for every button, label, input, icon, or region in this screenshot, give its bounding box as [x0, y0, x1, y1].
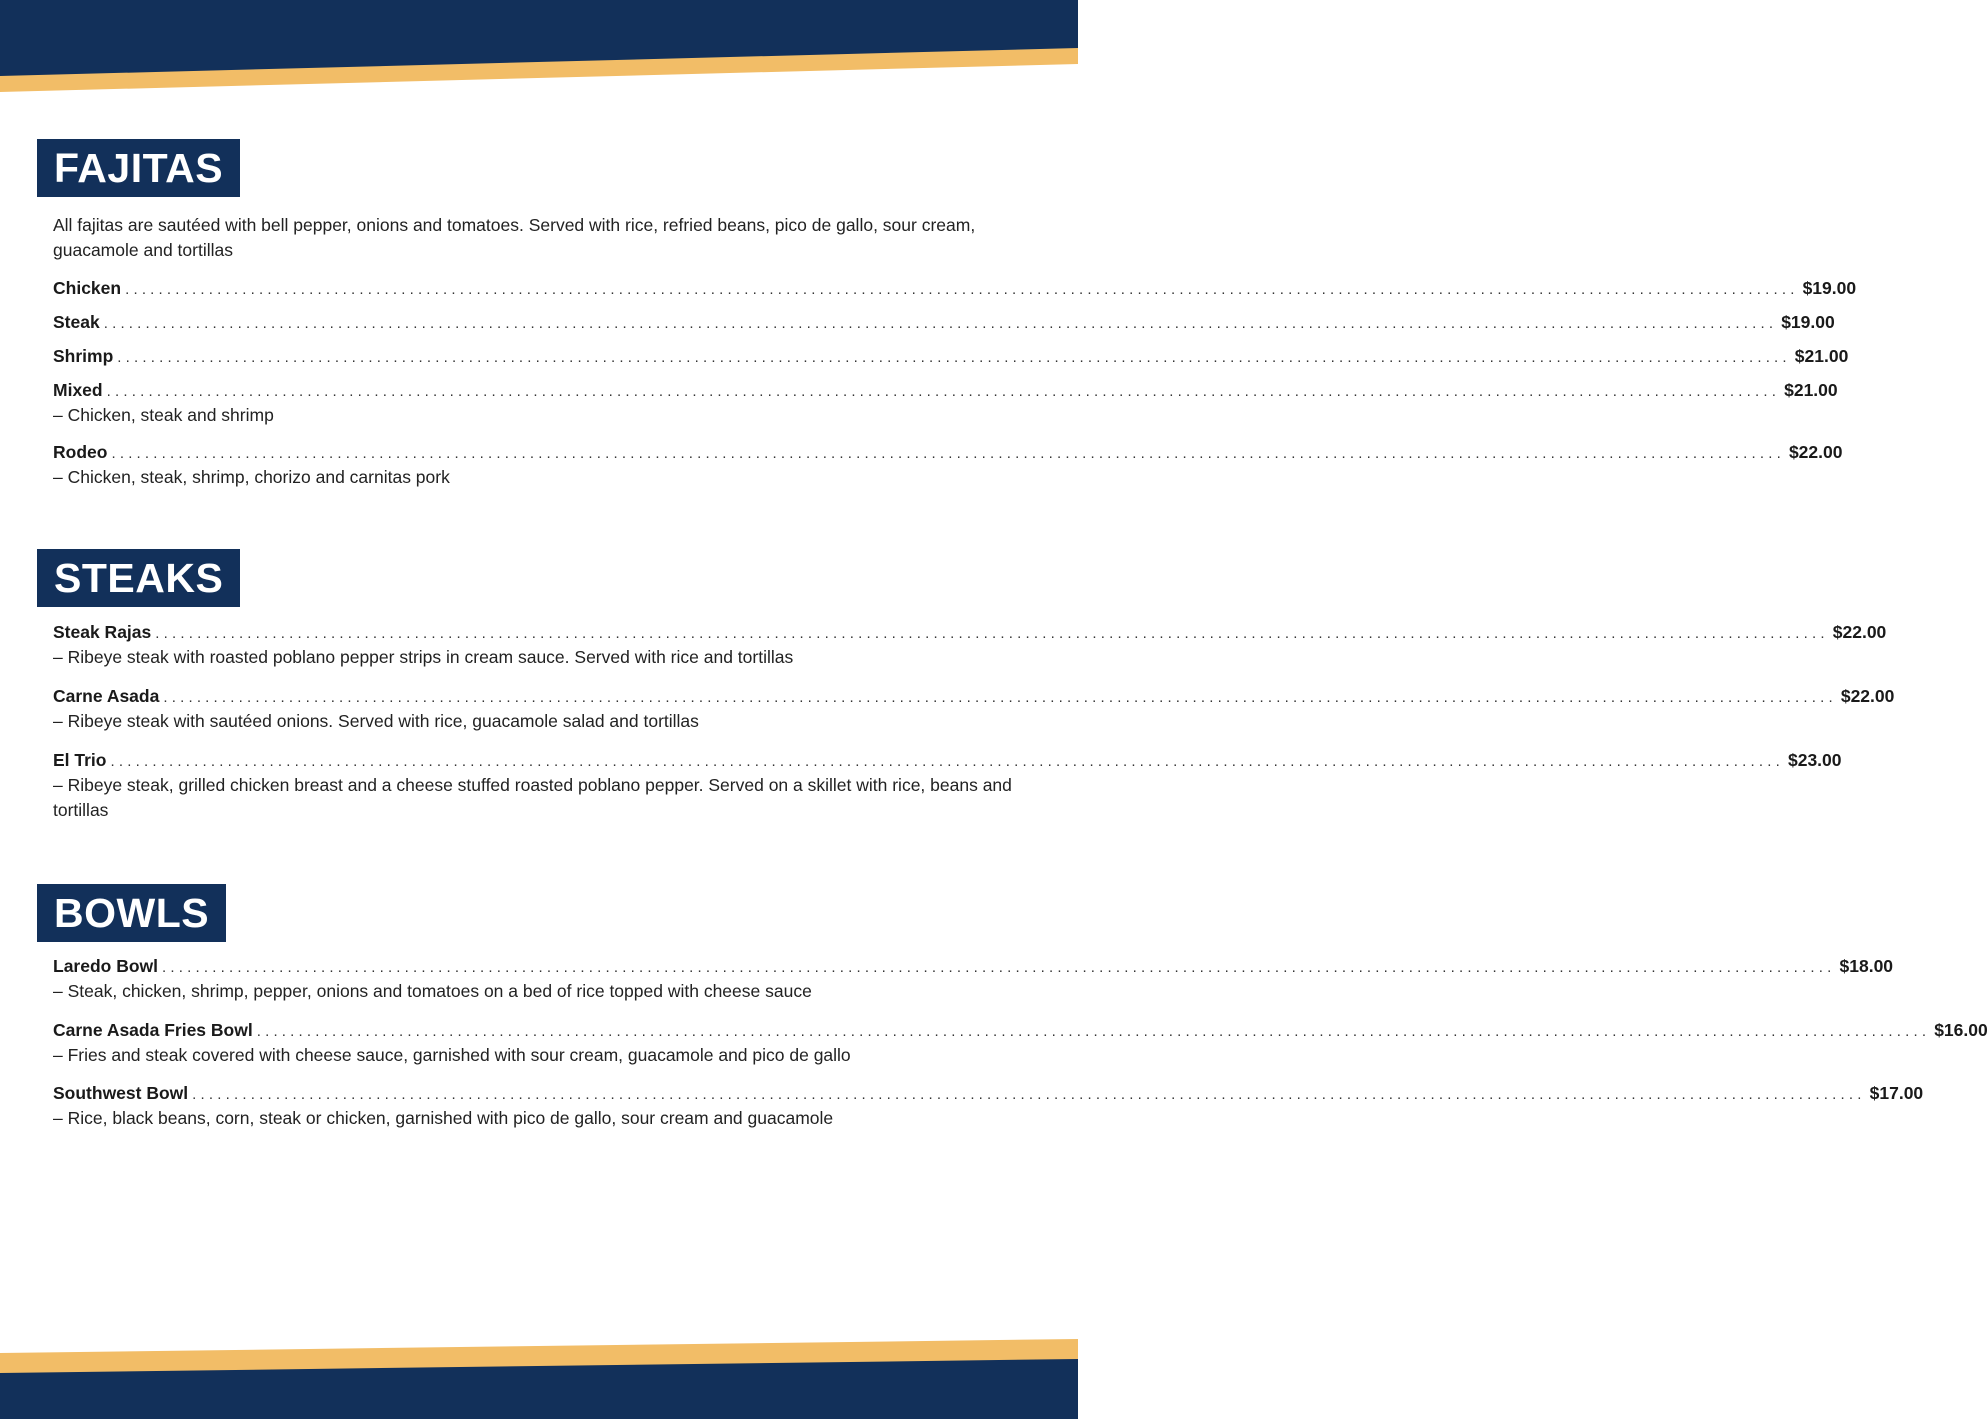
dot-leader: ........................................................................................................................................................................................................	[111, 445, 1785, 462]
item-price: $22.00	[1788, 442, 1843, 462]
dot-leader: ........................................................................................................................................................................................................	[162, 959, 1836, 976]
dot-leader: ........................................................................................................................................................................................................	[110, 753, 1784, 770]
item-list-bowls	[53, 949, 1988, 1131]
item-name: Southwest Bowl	[53, 1083, 189, 1103]
top-banner	[0, 0, 1078, 100]
menu-item	[53, 271, 1857, 305]
item-name: Carne Asada Fries Bowl	[53, 1020, 253, 1040]
item-list-steaks	[53, 615, 1895, 823]
item-price: $22.00	[1840, 686, 1895, 706]
menu-item	[53, 1013, 1988, 1068]
menu-item	[53, 339, 1849, 373]
bottom-banner	[0, 1339, 1078, 1419]
dot-leader: ........................................................................................................................................................................................................	[155, 625, 1829, 642]
item-price: $22.00	[1832, 622, 1887, 642]
menu-item	[53, 949, 1894, 1004]
item-name: Rodeo	[53, 442, 108, 462]
section-intro-fajitas: All fajitas are sautéed with bell pepper, onions and tomatoes. Served with rice, refried beans, pico de gallo, sour cream, guacamole and tortillas	[53, 215, 976, 260]
item-price: $16.00	[1934, 1020, 1988, 1040]
item-description: – Ribeye steak, grilled chicken breast and a cheese stuffed roasted poblano pepper. Served on a skillet with rice, beans and tortillas	[53, 775, 1012, 820]
section-title-steaks: STEAKS	[37, 549, 240, 607]
item-price: $18.00	[1839, 956, 1894, 976]
item-list-fajitas	[53, 271, 1857, 490]
item-description: – Fries and steak covered with cheese sauce, garnished with sour cream, guacamole and pico de gallo	[53, 1045, 851, 1065]
dot-leader: ........................................................................................................................................................................................................	[117, 349, 1791, 366]
item-price: $21.00	[1784, 380, 1838, 400]
item-name: Steak	[53, 312, 100, 332]
menu-item	[53, 615, 1887, 670]
item-name: Mixed	[53, 380, 103, 400]
menu-item	[53, 679, 1895, 734]
item-description: – Chicken, steak and shrimp	[53, 405, 274, 425]
item-price: $21.00	[1794, 346, 1849, 366]
section-title-bowls: BOWLS	[37, 884, 226, 942]
dot-leader: ........................................................................................................................................................................................................	[256, 1023, 1931, 1040]
item-price: $23.00	[1787, 750, 1842, 770]
item-price: $17.00	[1869, 1083, 1924, 1103]
item-description: – Chicken, steak, shrimp, chorizo and carnitas pork	[53, 467, 450, 487]
dot-leader: ........................................................................................................................................................................................................	[125, 281, 1799, 298]
dot-leader: ........................................................................................................................................................................................................	[106, 383, 1781, 400]
item-description: – Steak, chicken, shrimp, pepper, onions and tomatoes on a bed of rice topped with cheese sauce	[53, 981, 812, 1001]
menu-item	[53, 1076, 1924, 1131]
item-name: El Trio	[53, 750, 107, 770]
item-description: – Ribeye steak with roasted poblano pepper strips in cream sauce. Served with rice and tortillas	[53, 647, 794, 667]
dot-leader: ........................................................................................................................................................................................................	[163, 689, 1837, 706]
menu-item	[53, 743, 1842, 823]
item-name: Chicken	[53, 278, 122, 298]
item-description: – Ribeye steak with sautéed onions. Served with rice, guacamole salad and tortillas	[53, 711, 699, 731]
section-title-fajitas: FAJITAS	[37, 139, 240, 197]
item-price: $19.00	[1781, 312, 1835, 332]
item-name: Steak Rajas	[53, 622, 152, 642]
item-price: $19.00	[1802, 278, 1857, 298]
menu-item	[53, 373, 1838, 428]
item-name: Laredo Bowl	[53, 956, 159, 976]
dot-leader: ........................................................................................................................................................................................................	[103, 315, 1778, 332]
menu-item	[53, 305, 1835, 339]
dot-leader: ........................................................................................................................................................................................................	[192, 1086, 1866, 1103]
menu-item	[53, 435, 1843, 490]
item-name: Carne Asada	[53, 686, 160, 706]
item-description: – Rice, black beans, corn, steak or chicken, garnished with pico de gallo, sour cream and guacamole	[53, 1108, 834, 1128]
item-name: Shrimp	[53, 346, 114, 366]
